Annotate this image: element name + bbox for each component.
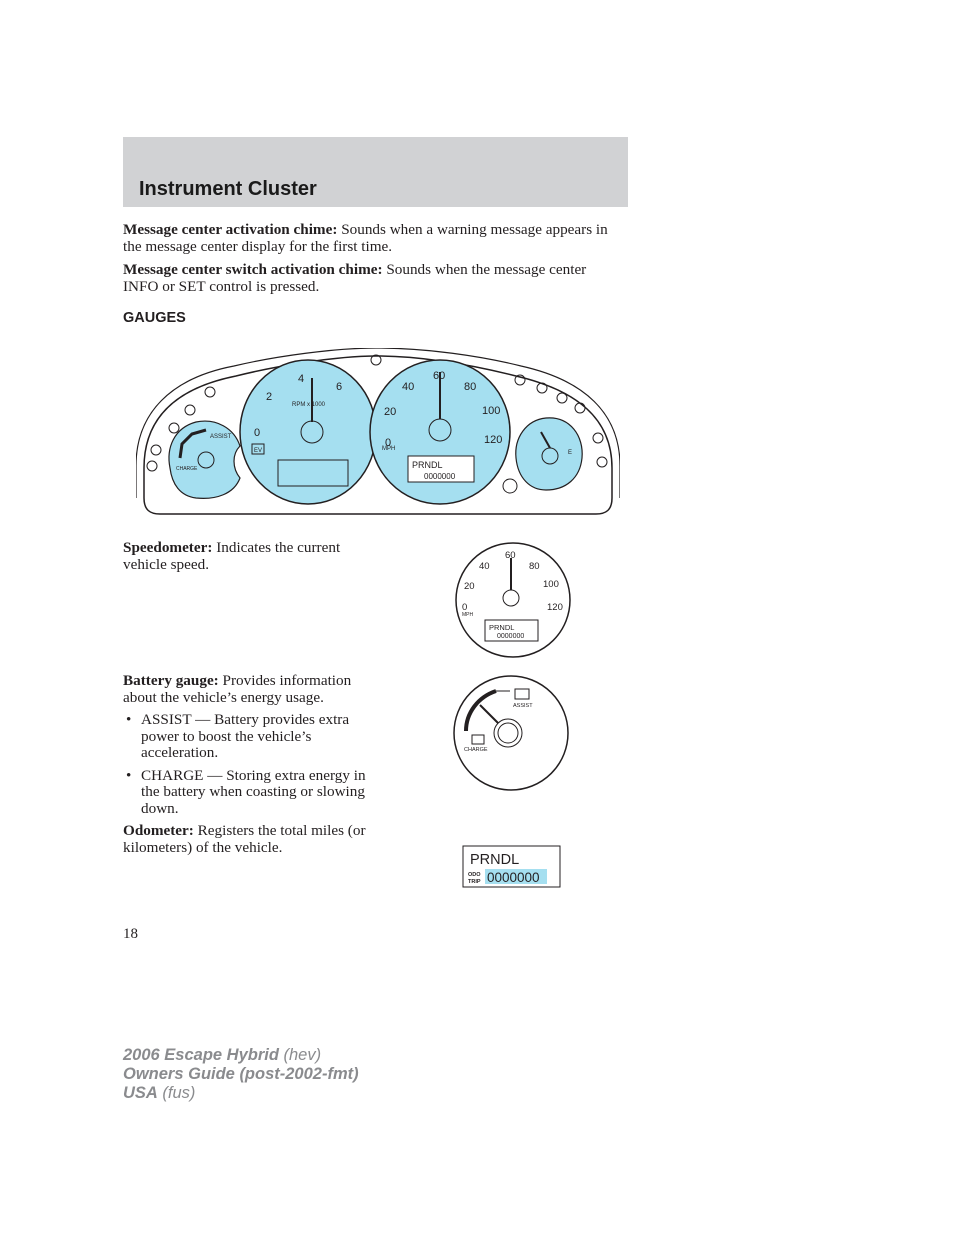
footer-line-1	[123, 1046, 359, 1065]
speed-illus-tick-120: 120	[547, 602, 563, 613]
fuel-e-label: E	[568, 450, 573, 456]
battery-paragraph	[123, 673, 378, 706]
speed-tick-0: 0	[385, 437, 392, 449]
battery-bullet-charge	[123, 768, 378, 818]
speedometer-paragraph	[123, 540, 378, 573]
odometer-text: Registers the total miles (or kilometers) of the vehicle.	[123, 822, 366, 856]
battery-gauge-illustration	[452, 673, 570, 793]
chime2-text: Sounds when the message center INFO or SET control is pressed.	[123, 261, 587, 295]
speed-illus-tick-100: 100	[543, 579, 559, 590]
tach-tick-4: 4	[298, 373, 305, 385]
speed-tick-80: 80	[464, 381, 477, 393]
battery-text: Provides information about the vehicle’s energy usage.	[123, 672, 352, 706]
bullet-dot: •	[126, 711, 132, 728]
gauges-heading: GAUGES	[123, 310, 186, 326]
tach-tick-2: 2	[266, 391, 273, 403]
battery-illus-charge: CHARGE	[464, 747, 488, 753]
ev-label: EV	[254, 448, 263, 454]
bullet-text: ASSIST — Battery provides extra power to boost the vehicle’s acceleration.	[141, 711, 350, 761]
chime-paragraph-1	[123, 222, 623, 255]
battery-gauge-section	[123, 673, 378, 856]
speedometer-text: Indicates the current vehicle speed.	[123, 539, 341, 573]
speed-tick-60: 60	[433, 370, 446, 382]
tach-tick-0: 0	[254, 427, 261, 439]
speedometer-illustration	[454, 542, 572, 660]
page-title: Instrument Cluster	[139, 178, 317, 200]
trip-label: TRIP	[468, 879, 481, 885]
odo-label: ODO	[468, 872, 481, 878]
chime2-label: Message center switch activation chime:	[123, 261, 383, 278]
speed-tick-20: 20	[384, 406, 397, 418]
chime1-text: Sounds when a warning message appears in the message center display for the first time.	[123, 221, 608, 255]
battery-illus-assist: ASSIST	[513, 703, 533, 709]
instrument-cluster-illustration	[136, 348, 620, 518]
cluster-odo-value: 0000000	[424, 472, 456, 481]
speed-tick-120: 120	[484, 434, 503, 446]
odometer-paragraph	[123, 823, 378, 856]
footer-line-3-rest: (fus)	[157, 1084, 196, 1102]
speed-illus-tick-20: 20	[464, 581, 475, 592]
chime-paragraph-2	[123, 262, 623, 295]
speed-illus-prndl: PRNDL	[489, 623, 515, 632]
cluster-assist-label: ASSIST	[210, 434, 232, 440]
footer-line-2-bold: Owners Guide (post-2002-fmt)	[123, 1065, 359, 1083]
footer-line-2	[123, 1065, 359, 1084]
speed-unit: MPH	[382, 446, 396, 452]
speed-tick-100: 100	[482, 405, 501, 417]
tach-unit: RPM x 1000	[292, 402, 326, 408]
page-number: 18	[123, 926, 138, 942]
battery-bullet-assist	[123, 712, 378, 762]
footer	[123, 1046, 359, 1103]
tach-tick-6: 6	[336, 381, 343, 393]
footer-line-1-rest: (hev)	[278, 1046, 322, 1064]
odometer-illustration	[462, 845, 562, 889]
footer-line-1-bold: 2006 Escape Hybrid	[123, 1046, 279, 1064]
speedometer-label: Speedometer:	[123, 539, 213, 556]
cluster-charge-label: CHARGE	[176, 466, 198, 472]
speed-illus-odo: 0000000	[497, 633, 525, 640]
speed-tick-40: 40	[402, 381, 415, 393]
speed-illus-unit: MPH	[462, 612, 474, 618]
footer-line-3-bold: USA	[123, 1084, 158, 1102]
speed-illus-tick-0: 0	[462, 602, 468, 613]
odometer-label: Odometer:	[123, 822, 194, 839]
odo-value: 0000000	[487, 870, 540, 885]
section-header-band	[123, 137, 628, 207]
bullet-dot: •	[126, 766, 132, 784]
speed-illus-tick-40: 40	[479, 561, 490, 572]
battery-label: Battery gauge:	[123, 672, 219, 689]
speed-illus-tick-60: 60	[505, 550, 516, 561]
bullet-text: CHARGE — Storing extra energy in the battery when coasting or slowing down.	[141, 766, 366, 817]
speed-illus-tick-80: 80	[529, 561, 540, 572]
footer-line-3	[123, 1084, 359, 1103]
cluster-prndl: PRNDL	[412, 460, 443, 470]
odo-prndl: PRNDL	[470, 852, 520, 868]
chime1-label: Message center activation chime:	[123, 221, 338, 238]
